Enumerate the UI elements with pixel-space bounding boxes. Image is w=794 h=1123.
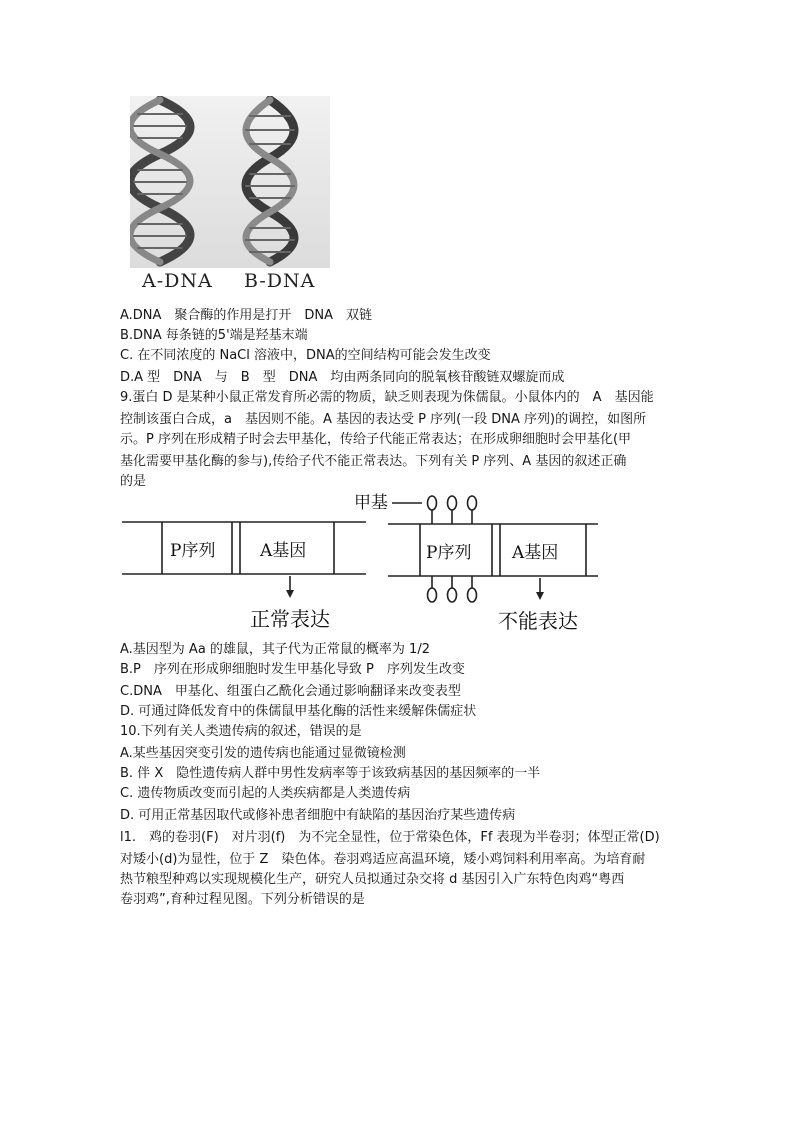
normal-expression-label: 正常表达 xyxy=(250,607,330,631)
q9-stem-line-4: 基化需要甲基化酶的参与),传给子代不能正常表达。下列有关 P 序列、A 基因的叙述正确 xyxy=(120,454,627,469)
q9-option-c: C.DNA 甲基化、组蛋白乙酰化会通过影响翻译来改变表型 xyxy=(120,684,461,699)
q8-option-c: C. 在不同浓度的 NaCl 溶液中，DNA的空间结构可能会发生改变 xyxy=(120,348,491,363)
no-expression-label: 不能表达 xyxy=(498,609,578,633)
a-gene-label-left: A基因 xyxy=(260,541,307,561)
q8-option-b: B.DNA 每条链的5'端是羟基末端 xyxy=(120,328,308,343)
down-arrow-icon xyxy=(286,590,294,598)
q11-stem-line-4: 卷羽鸡”,育种过程见图。下列分析错误的是 xyxy=(120,892,365,907)
q11-stem-line-3: 热节粮型种鸡以实现规模化生产，研究人员拟通过杂交将 d 基因引入广东特色肉鸡“粤西 xyxy=(120,872,625,887)
down-arrow-icon xyxy=(536,592,544,600)
q9-stem-line-1: 9.蛋白 D 是某种小鼠正常发育所必需的物质，缺乏则表现为侏儒鼠。小鼠体内的 A 基因能 xyxy=(120,390,654,405)
p-sequence-label-right: P序列 xyxy=(426,543,472,563)
q9-stem-line-5: 的是 xyxy=(120,474,147,489)
q9-option-a: A.基因型为 Aa 的雄鼠，其子代为正常鼠的概率为 1/2 xyxy=(120,642,430,657)
q11-stem-line-2: 对矮小(d)为显性，位于 Z 染色体。卷羽鸡适应高温环境，矮小鸡饲料利用率高。为培育耐 xyxy=(120,852,646,867)
q9-stem-line-2: 控制该蛋白合成，a 基因则不能。A 基因的表达受 P 序列(一段 DNA 序列)的调控，如图所 xyxy=(120,412,647,427)
gene-methylation-figure xyxy=(120,488,690,638)
q10-option-c: C. 遗传物质改变而引起的人类疾病都是人类遗传病 xyxy=(120,786,411,801)
methylated-dna-diagram xyxy=(388,503,598,594)
q11-stem-line-1: l1. 鸡的卷羽(F) 对片羽(f) 为不完全显性，位于常染色体，Ff 表现为半卷羽；体型正常(D) xyxy=(120,830,660,845)
a-dna-label: A-DNA xyxy=(142,270,213,292)
p-sequence-label-left: P序列 xyxy=(170,541,216,561)
q8-option-d: D.A 型 DNA 与 B 型 DNA 均由两条同向的脱氧核苷酸链双螺旋而成 xyxy=(120,370,565,385)
q9-option-d: D. 可通过降低发育中的侏儒鼠甲基化酶的活性来缓解侏儒症状 xyxy=(120,704,477,719)
a-gene-label-right: A基因 xyxy=(512,543,559,563)
dna-helix-figure xyxy=(130,96,330,296)
q9-option-b: B.P 序列在形成卵细胞时发生甲基化导致 P 序列发生改变 xyxy=(120,662,465,677)
b-dna-label: B-DNA xyxy=(244,270,316,292)
q10-stem: 10.下列有关人类遗传病的叙述，错误的是 xyxy=(120,724,362,739)
q10-option-b: B. 伴 X 隐性遗传病人群中男性发病率等于该致病基因的基因频率的一半 xyxy=(120,766,541,781)
methyl-label: 甲基 xyxy=(354,493,388,513)
unmethylated-dna-diagram xyxy=(122,522,366,592)
q10-option-a: A.某些基因突变引发的遗传病也能通过显微镜检测 xyxy=(120,746,406,761)
q10-option-d: D. 可用正常基因取代或修补患者细胞中有缺陷的基因治疗某些遗传病 xyxy=(120,808,516,823)
q8-option-a: A.DNA 聚合酶的作用是打开 DNA 双链 xyxy=(120,308,373,323)
q9-stem-line-3: 示。P 序列在形成精子时会去甲基化，传给子代能正常表达；在形成卵细胞时会甲基化(甲 xyxy=(120,432,632,447)
